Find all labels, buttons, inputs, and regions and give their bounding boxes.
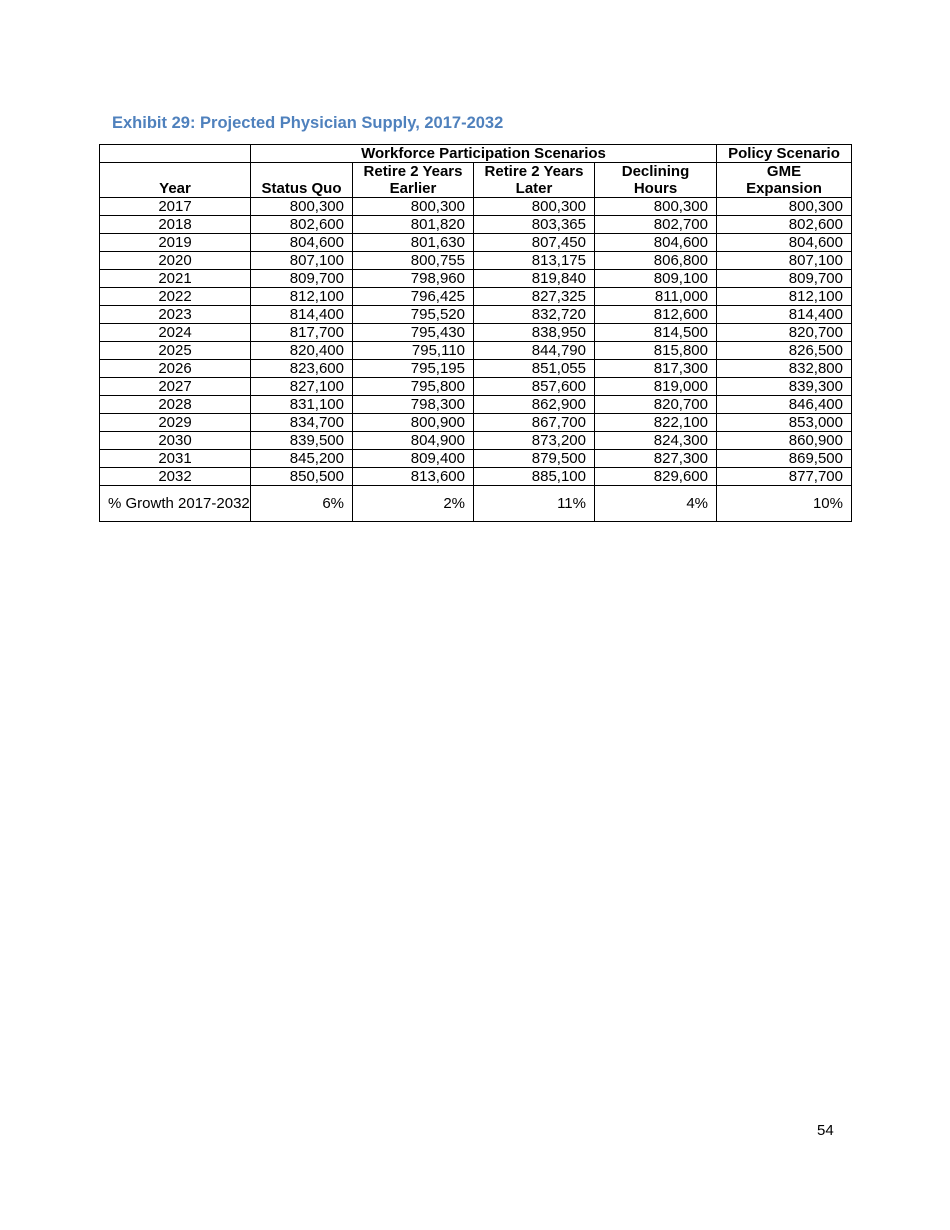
- gme-expansion-cell: 800,300: [717, 198, 852, 216]
- retire-later-label-line-1: Retire 2 Years: [484, 163, 584, 180]
- retire-earlier-cell: 801,630: [353, 234, 474, 252]
- status-quo-cell: 817,700: [251, 324, 353, 342]
- table-row: [100, 252, 852, 270]
- gme-expansion-label-line-1: GME: [766, 163, 802, 180]
- table-row: [100, 396, 852, 414]
- gme-expansion-cell: 802,600: [717, 216, 852, 234]
- year-cell: 2027: [100, 378, 251, 396]
- gme-expansion-cell: 832,800: [717, 360, 852, 378]
- table-row: [100, 432, 852, 450]
- status-quo-cell: 823,600: [251, 360, 353, 378]
- retire-later-cell: 873,200: [474, 432, 595, 450]
- retire-later-label-line-2: Later: [515, 180, 553, 197]
- retire-later-cell: 827,325: [474, 288, 595, 306]
- retire-later-cell: 851,055: [474, 360, 595, 378]
- year-cell: 2026: [100, 360, 251, 378]
- retire-earlier-cell: 800,300: [353, 198, 474, 216]
- table-row: [100, 216, 852, 234]
- gme-expansion-cell: 804,600: [717, 234, 852, 252]
- declining-hours-cell: 820,700: [595, 396, 717, 414]
- retire-earlier-cell: 800,900: [353, 414, 474, 432]
- policy-scenario-header: Policy Scenario: [717, 145, 852, 163]
- declining-hours-cell: 814,500: [595, 324, 717, 342]
- declining-hours-cell: 802,700: [595, 216, 717, 234]
- status-quo-cell: 850,500: [251, 468, 353, 486]
- table-row: [100, 468, 852, 486]
- retire-later-cell: 807,450: [474, 234, 595, 252]
- status-quo-cell: 814,400: [251, 306, 353, 324]
- header-column-row: [100, 163, 852, 198]
- retire-later-cell: 844,790: [474, 342, 595, 360]
- year-cell: 2030: [100, 432, 251, 450]
- declining-hours-cell: 817,300: [595, 360, 717, 378]
- retire-earlier-label-line-1: Retire 2 Years: [363, 163, 463, 180]
- declining-hours-cell: 804,600: [595, 234, 717, 252]
- retire-later-cell: 885,100: [474, 468, 595, 486]
- retire-later-cell: 879,500: [474, 450, 595, 468]
- gme-expansion-cell: 814,400: [717, 306, 852, 324]
- retire-later-cell: 819,840: [474, 270, 595, 288]
- table-row: [100, 198, 852, 216]
- retire-earlier-cell: 798,300: [353, 396, 474, 414]
- table-row: [100, 450, 852, 468]
- retire-earlier-cell: 795,800: [353, 378, 474, 396]
- page-number: 54: [817, 1122, 834, 1139]
- table-row: [100, 342, 852, 360]
- retire-later-cell: 832,720: [474, 306, 595, 324]
- retire-earlier-column-header: [353, 163, 474, 198]
- retire-later-cell: 857,600: [474, 378, 595, 396]
- gme-expansion-cell: 807,100: [717, 252, 852, 270]
- retire-later-cell: 867,700: [474, 414, 595, 432]
- status-quo-cell: 804,600: [251, 234, 353, 252]
- declining-hours-cell: 809,100: [595, 270, 717, 288]
- year-cell: 2017: [100, 198, 251, 216]
- status-quo-cell: 800,300: [251, 198, 353, 216]
- declining-hours-cell: 822,100: [595, 414, 717, 432]
- declining-hours-cell: 812,600: [595, 306, 717, 324]
- declining-hours-cell: 815,800: [595, 342, 717, 360]
- retire-earlier-cell: 809,400: [353, 450, 474, 468]
- table-row: [100, 378, 852, 396]
- retire-earlier-cell: 796,425: [353, 288, 474, 306]
- year-cell: 2018: [100, 216, 251, 234]
- declining-hours-cell: 827,300: [595, 450, 717, 468]
- gme-expansion-cell: 869,500: [717, 450, 852, 468]
- gme-expansion-cell: 820,700: [717, 324, 852, 342]
- year-cell: 2021: [100, 270, 251, 288]
- table-row: [100, 270, 852, 288]
- retire-later-column-header: [474, 163, 595, 198]
- year-cell: 2023: [100, 306, 251, 324]
- retire-earlier-cell: 795,195: [353, 360, 474, 378]
- year-cell: 2028: [100, 396, 251, 414]
- year-header-spacer: [100, 145, 251, 163]
- declining-hours-cell: 800,300: [595, 198, 717, 216]
- declining-hours-cell: 824,300: [595, 432, 717, 450]
- gme-expansion-cell: 826,500: [717, 342, 852, 360]
- retire-later-cell: 800,300: [474, 198, 595, 216]
- status-quo-cell: 809,700: [251, 270, 353, 288]
- status-quo-cell: 812,100: [251, 288, 353, 306]
- year-column-label: Year: [159, 180, 191, 197]
- growth-label-cell: % Growth 2017-2032: [100, 486, 251, 522]
- growth-status-quo-cell: 6%: [251, 486, 353, 522]
- retire-later-cell: 862,900: [474, 396, 595, 414]
- status-quo-column-header: [251, 163, 353, 198]
- gme-expansion-cell: 846,400: [717, 396, 852, 414]
- declining-hours-cell: 806,800: [595, 252, 717, 270]
- gme-expansion-cell: 809,700: [717, 270, 852, 288]
- retire-earlier-cell: 795,430: [353, 324, 474, 342]
- workforce-scenarios-header: Workforce Participation Scenarios: [251, 145, 717, 163]
- table-row: [100, 288, 852, 306]
- growth-gme-expansion-cell: 10%: [717, 486, 852, 522]
- gme-expansion-cell: 877,700: [717, 468, 852, 486]
- year-cell: 2022: [100, 288, 251, 306]
- year-column-header: [100, 163, 251, 198]
- declining-hours-cell: 829,600: [595, 468, 717, 486]
- year-cell: 2025: [100, 342, 251, 360]
- table-header: [100, 145, 852, 198]
- declining-hours-column-header: [595, 163, 717, 198]
- retire-later-cell: 838,950: [474, 324, 595, 342]
- status-quo-cell: 827,100: [251, 378, 353, 396]
- retire-earlier-cell: 804,900: [353, 432, 474, 450]
- retire-earlier-cell: 800,755: [353, 252, 474, 270]
- year-cell: 2019: [100, 234, 251, 252]
- table-row: [100, 360, 852, 378]
- header-group-row: [100, 145, 852, 163]
- declining-hours-cell: 811,000: [595, 288, 717, 306]
- gme-expansion-label-line-2: Expansion: [746, 180, 822, 197]
- year-cell: 2029: [100, 414, 251, 432]
- gme-expansion-cell: 812,100: [717, 288, 852, 306]
- status-quo-cell: 834,700: [251, 414, 353, 432]
- status-quo-cell: 831,100: [251, 396, 353, 414]
- status-quo-cell: 839,500: [251, 432, 353, 450]
- year-cell: 2031: [100, 450, 251, 468]
- table-body: [100, 198, 852, 522]
- physician-supply-table: [99, 144, 852, 522]
- retire-later-cell: 813,175: [474, 252, 595, 270]
- retire-earlier-label-line-2: Earlier: [389, 180, 437, 197]
- retire-earlier-cell: 795,520: [353, 306, 474, 324]
- growth-row: [100, 486, 852, 522]
- exhibit-title: Exhibit 29: Projected Physician Supply, 2017-2032: [112, 114, 504, 132]
- growth-retire-earlier-cell: 2%: [353, 486, 474, 522]
- table-row: [100, 306, 852, 324]
- declining-hours-cell: 819,000: [595, 378, 717, 396]
- declining-hours-label-line-2: Hours: [633, 180, 678, 197]
- retire-earlier-cell: 798,960: [353, 270, 474, 288]
- status-quo-cell: 845,200: [251, 450, 353, 468]
- growth-retire-later-cell: 11%: [474, 486, 595, 522]
- gme-expansion-cell: 839,300: [717, 378, 852, 396]
- retire-earlier-cell: 795,110: [353, 342, 474, 360]
- year-cell: 2020: [100, 252, 251, 270]
- retire-earlier-cell: 813,600: [353, 468, 474, 486]
- status-quo-column-label: Status Quo: [261, 180, 342, 197]
- status-quo-cell: 802,600: [251, 216, 353, 234]
- gme-expansion-column-header: [717, 163, 852, 198]
- growth-declining-hours-cell: 4%: [595, 486, 717, 522]
- retire-earlier-cell: 801,820: [353, 216, 474, 234]
- year-cell: 2024: [100, 324, 251, 342]
- gme-expansion-cell: 853,000: [717, 414, 852, 432]
- table-row: [100, 414, 852, 432]
- table-row: [100, 234, 852, 252]
- retire-later-cell: 803,365: [474, 216, 595, 234]
- table-row: [100, 324, 852, 342]
- declining-hours-label-line-1: Declining: [621, 163, 690, 180]
- year-cell: 2032: [100, 468, 251, 486]
- status-quo-cell: 820,400: [251, 342, 353, 360]
- status-quo-cell: 807,100: [251, 252, 353, 270]
- gme-expansion-cell: 860,900: [717, 432, 852, 450]
